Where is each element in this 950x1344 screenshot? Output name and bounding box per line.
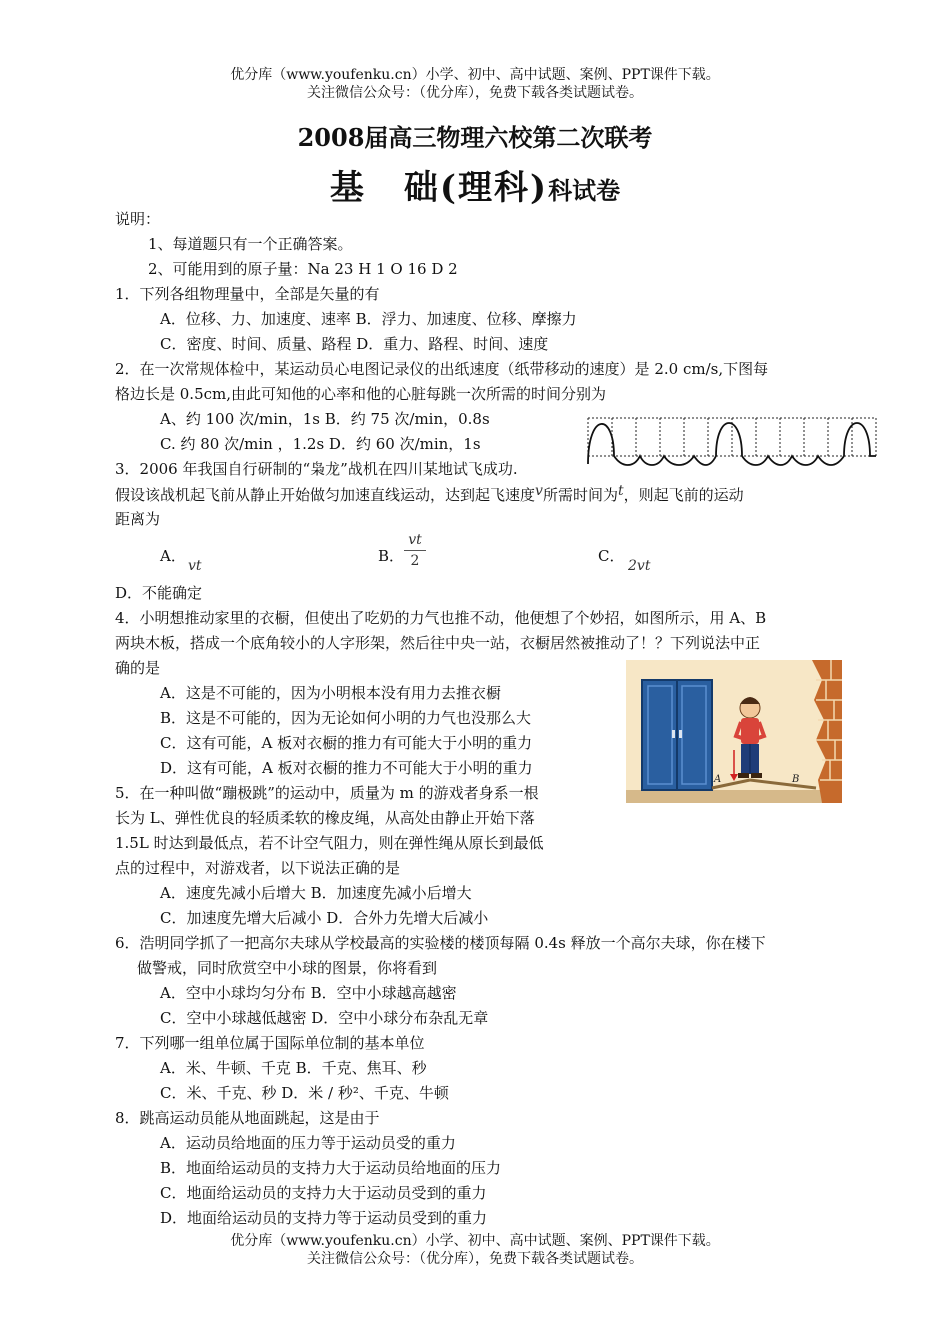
fraction-numerator: vt	[408, 532, 422, 548]
var-t: t	[617, 483, 624, 499]
q3-option-c-expr: 2vt	[628, 558, 651, 574]
q2-options-ab: A、约 100 次/min，1s B．约 75 次/min，0.8s	[160, 410, 490, 428]
q8-option-b: B．地面给运动员的支持力大于运动员给地面的压力	[160, 1159, 502, 1177]
q6-stem-1: 6．浩明同学抓了一把高尔夫球从学校最高的实验楼的楼顶每隔 0.4s 释放一个高尔夫球，你在楼下	[115, 934, 766, 952]
q3-option-a-expr: vt	[188, 558, 202, 574]
exam-subtitle	[0, 160, 950, 209]
q4-stem-1: 4．小明想推动家里的衣橱，但使出了吃奶的力气也推不动，他便想了个妙招，如图所示，用 A、B	[115, 609, 767, 627]
q3-option-c-label: C．	[598, 547, 625, 565]
q3-stem-2b: 所需时间为	[542, 486, 618, 504]
q6-stem-2: 做警戒，同时欣赏空中小球的图景，你将看到	[137, 959, 438, 977]
q4-option-d: D．这有可能，A 板对衣橱的推力不可能大于小明的重力	[160, 759, 533, 777]
q8-option-a: A．运动员给地面的压力等于运动员受的重力	[160, 1134, 456, 1152]
q3-option-d: D．不能确定	[115, 584, 203, 602]
q2-stem-1: 2．在一次常规体检中，某运动员心电图记录仪的出纸速度（纸带移动的速度）是 2.0 cm/s,下图每	[115, 360, 769, 378]
footer-line-1: 优分库（www.youfenku.cn）小学、初中、高中试题、案例、PPT课件下载。	[230, 1233, 720, 1249]
ecg-chart-figure	[586, 412, 878, 470]
label-a: A	[714, 774, 722, 785]
var-v: v	[535, 483, 543, 499]
header-line-2: 关注微信公众号：（优分库），免费下载各类试题试卷。	[307, 85, 643, 101]
q2-stem-2: 格边长是 0.5cm,由此可知他的心率和他的心脏每跳一次所需的时间分别为	[115, 385, 607, 403]
q5-stem-3: 1.5L 时达到最低点，若不计空气阻力，则在弹性绳从原长到最低	[115, 834, 544, 852]
fraction-denominator: 2	[410, 553, 420, 569]
q6-options-ab: A．空中小球均匀分布 B．空中小球越高越密	[160, 984, 457, 1002]
note-1: 1、每道题只有一个正确答案。	[148, 235, 353, 253]
q3-stem-1: 3．2006 年我国自行研制的“枭龙”战机在四川某地试飞成功.	[115, 460, 518, 478]
q5-stem-2: 长为 L、弹性优良的轻质柔软的橡皮绳，从高处由静止开始下落	[115, 809, 535, 827]
q8-stem: 8．跳高运动员能从地面跳起，这是由于	[115, 1109, 380, 1127]
q6-options-cd: C．空中小球越低越密 D．空中小球分布杂乱无章	[160, 1009, 489, 1027]
q5-options-ab: A．速度先减小后增大 B．加速度先减小后增大	[160, 884, 472, 902]
notes-label: 说明：	[115, 210, 161, 228]
q3-option-a-label: A．	[160, 547, 186, 565]
q3-stem-2	[115, 485, 744, 506]
subtitle-part-b: 础(理科)	[403, 168, 549, 208]
header-line-1: 优分库（www.youfenku.cn）小学、初中、高中试题、案例、PPT课件下载。	[230, 67, 720, 83]
q5-stem-4: 点的过程中，对游戏者，以下说法正确的是	[115, 859, 401, 877]
q4-option-c: C．这有可能，A 板对衣橱的推力有可能大于小明的重力	[160, 734, 533, 752]
q5-options-cd: C．加速度先增大后减小 D．合外力先增大后减小	[160, 909, 489, 927]
q5-stem-1: 5．在一种叫做“蹦极跳”的运动中，质量为 m 的游戏者身系一根	[115, 784, 539, 802]
q3-stem-2a: 假设该战机起飞前从静止开始做匀加速直线运动，达到起飞速度	[115, 486, 536, 504]
subtitle-part-c: 科试卷	[548, 176, 621, 205]
exam-title: 2008届高三物理六校第二次联考	[297, 123, 653, 152]
footer-line-2: 关注微信公众号：（优分库），免费下载各类试题试卷。	[307, 1251, 643, 1267]
wardrobe	[642, 680, 712, 790]
q3-stem-3: 距离为	[115, 510, 161, 528]
wardrobe-illustration	[626, 660, 842, 803]
q7-options-cd: C．米、千克、秒 D．米 / 秒²、千克、牛顿	[160, 1084, 449, 1102]
q4-stem-2: 两块木板，搭成一个底角较小的人字形架，然后往中央一站，衣橱居然被推动了！？下列说法中正	[115, 634, 761, 652]
q3-option-b-fraction	[404, 532, 426, 569]
q4-option-a: A．这是不可能的，因为小明根本没有用力去推衣橱	[160, 684, 501, 702]
subtitle-part-a: 基	[329, 168, 366, 208]
q8-option-c: C．地面给运动员的支持力大于运动员受到的重力	[160, 1184, 487, 1202]
q3-stem-2c: ，则起飞前的运动	[623, 486, 744, 504]
label-b: B	[792, 774, 800, 785]
q3-option-b-label: B．	[378, 547, 405, 565]
q7-stem: 7．下列哪一组单位属于国际单位制的基本单位	[115, 1034, 425, 1052]
q8-option-d: D．地面给运动员的支持力等于运动员受到的重力	[160, 1209, 488, 1227]
q4-stem-3: 确的是	[115, 659, 161, 677]
q1-options-ab: A．位移、力、加速度、速率 B．浮力、加速度、位移、摩擦力	[160, 310, 577, 328]
q1-stem: 1．下列各组物理量中，全部是矢量的有	[115, 285, 380, 303]
note-2: 2、可能用到的原子量：Na 23 H 1 O 16 D 2	[148, 260, 458, 278]
q4-option-b: B．这是不可能的，因为无论如何小明的力气也没那么大	[160, 709, 532, 727]
q2-options-cd: C. 约 80 次/min ，1.2s D．约 60 次/min，1s	[160, 435, 481, 453]
q7-options-ab: A．米、牛顿、千克 B．千克、焦耳、秒	[160, 1059, 427, 1077]
q1-options-cd: C．密度、时间、质量、路程 D．重力、路程、时间、速度	[160, 335, 549, 353]
